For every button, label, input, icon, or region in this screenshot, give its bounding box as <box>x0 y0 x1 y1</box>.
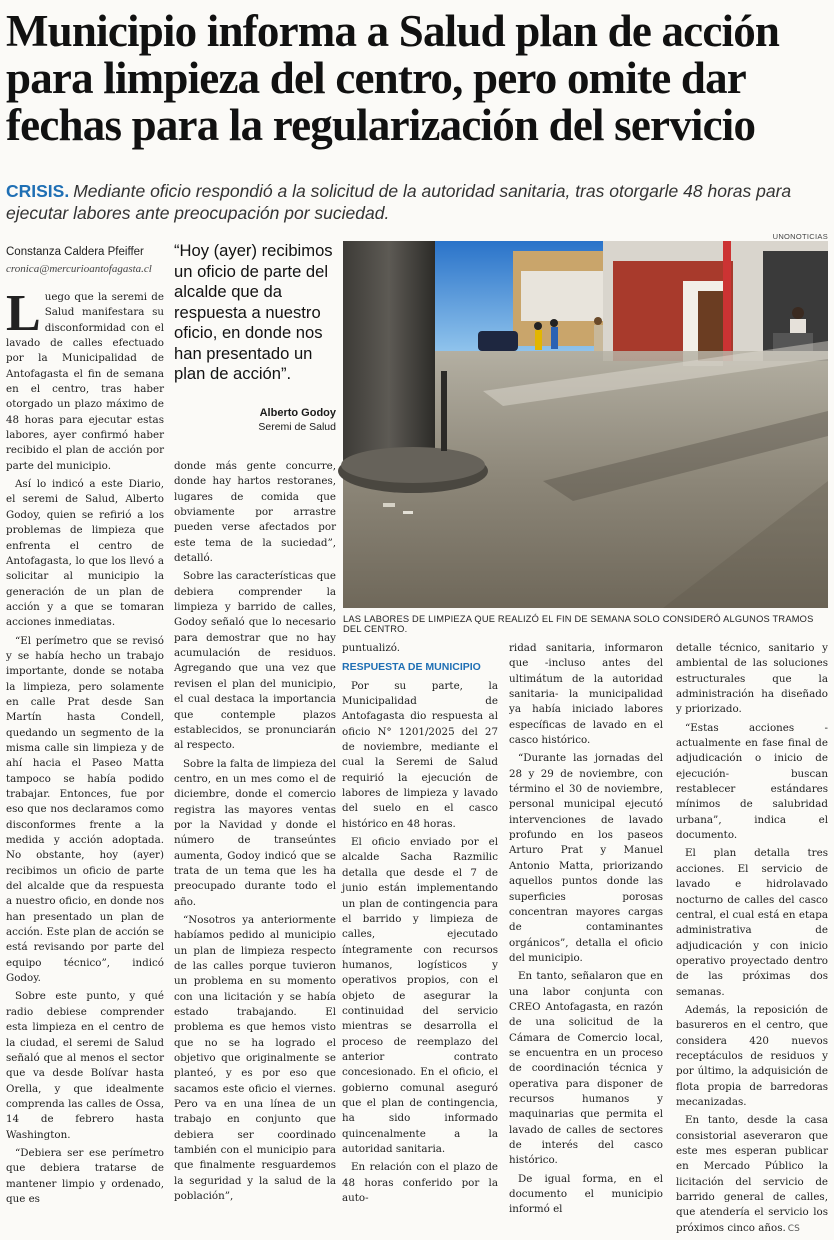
paragraph: “El perímetro que se revisó y se había hecho un trabajo importante, donde se notaba la limpieza, pero solamente en calle Prat desde San Martín hasta Condell, quedando un segmento de la misma calle sin limpieza y de ahí hacia el Paseo Matta tampoco se había podido trabajar. Entonces, fue por eso que nos declaramos como disconformes frente a la medida y acción adoptada. No obstante, hoy (ayer) recibimos un oficio de parte del alcalde que da respuesta a nuestro oficio, en donde nos han presentado un plan de acción. Este plan de acción se está revisando por parte del equipo técnico”, indicó Godoy. <box>6 634 164 985</box>
paragraph: ridad sanitaria, informaron que -incluso antes del ultimátum de la autoridad sanitaria- la municipalidad ya había iniciado labores específicas de lavado en el casco histórico. <box>509 642 663 747</box>
paragraph: donde más gente concurre, donde hay hartos restoranes, lugares de comida que obviamente por arrastre pueden verse afectados por este tema de la suciedad”, detalló. <box>174 460 336 565</box>
article-column-1 <box>6 285 164 1210</box>
paragraph: Por su parte, la Municipalidad de Antofagasta dio respuesta al oficio N° 1201/2025 del 27 de noviembre, mediante el cual la Seremi de Salud requirió la ejecución de labores de limpieza y lavado del suelo en el casco histórico en 48 horas. <box>342 679 498 830</box>
paragraph: En tanto, señalaron que en una labor conjunta con CREO Antofagasta, en razón de una solicitud de la Cámara de Comercio local, se encuentra en un proceso de coordinación técnica y operativa para disponer de recursos humanos y maquinarias que permita el lavado de calles de sectores de interés del casco histórico. <box>509 970 663 1167</box>
byline-email: cronica@mercurioantofagasta.cl <box>6 263 152 275</box>
pull-quote-role: Seremi de Salud <box>258 420 336 433</box>
paragraph: puntualizó. <box>342 642 401 654</box>
lead-paragraph: Luego que la seremi de Salud manifestara su disconformidad con el lavado de calles efectuado por la Municipalidad de Antofagasta el fin de semana en el centro, tras haber otorgado un plazo máximo de 48 horas para ejecutar estas labores, ayer confirmó haber recibido el plan de acción por parte del municipio. <box>6 285 164 472</box>
pull-quote-author: Alberto Godoy <box>259 406 336 419</box>
pull-quote-text: “Hoy (ayer) recibimos un oficio de parte del alcalde que da respuesta a nuestro oficio, en donde nos han presentado un plan de acción”. <box>174 241 333 383</box>
subheadline-text: Mediante oficio respondió a la solicitud de la autoridad sanitaria, tras otorgarle 48 horas para ejecutar labores ante preocupación por suciedad. <box>6 181 792 223</box>
street-photo <box>343 241 828 608</box>
paragraph: De igual forma, en el documento el municipio informó el <box>509 1172 663 1216</box>
end-mark-icon: CS <box>787 1223 800 1234</box>
section-subhead: RESPUESTA DE MUNICIPIO <box>342 661 481 674</box>
drop-cap: L <box>6 285 41 342</box>
article-column-3 <box>342 641 498 1209</box>
photo-credit: UNONOTICIAS <box>772 232 828 241</box>
paragraph: “Estas acciones -actualmente en fase final de adjudicación o inicio de ejecución- buscan restablecer estándares mínimos de salubridad urbana”, indica el documento. <box>676 721 828 842</box>
subheadline <box>6 180 828 224</box>
pull-quote <box>174 241 336 433</box>
paragraph: Así lo indicó a este Diario, el seremi de Salud, Alberto Godoy, quien se refirió a los problemas de limpieza que enfrenta el centro de Antofagasta, lo que los llevó a solicitar al municipio la generación de un plan de acción y a que se tomaran acciones inmediatas. <box>6 478 164 629</box>
paragraph: En relación con el plazo de 48 horas conferido por la auto- <box>342 1161 498 1205</box>
paragraph: Sobre la falta de limpieza del centro, en un mes como el de diciembre, donde el comercio registra las mayores ventas por la Navidad y donde el número de transeúntes aumenta, Godoy indicó que se trata de un tema que les ha preocupado durante todo el año. <box>174 757 336 908</box>
article-column-2 <box>174 459 336 1208</box>
paragraph: Sobre este punto, y qué radio debiese comprender esta limpieza en el centro de la ciudad, el seremi de Salud señaló que al menos el sector que va desde Bolívar hasta Orella, y que idealmente comprenda las calles de Ossa, 14 de febrero hasta Washington. <box>6 990 164 1141</box>
article-column-5 <box>676 641 828 1240</box>
paragraph: El oficio enviado por el alcalde Sacha Razmilic detalla que desde el 7 de junio están implementando un plan de contingencia para el barrido y limpieza de calles, ejecutado íntegramente con recursos humanos, logísticos y operativos propios, con el objeto de asegurar la continuidad del servicio mientras se desarrolla el proceso de reemplazo del anterior contrato concesionado. En el oficio, el gobierno comunal aseguró que el plan de contingencia, ha sido informado quincenalmente a la autoridad sanitaria. <box>342 836 498 1155</box>
paragraph: El plan detalla tres acciones. El servicio de lavado e hidrolavado nocturno de calles del casco central, el cual está en etapa administrativa de adjudicación y con inicio operativo proyectado dentro de las próximas dos semanas. <box>676 847 828 998</box>
byline-author: Constanza Caldera Pfeiffer <box>6 246 144 258</box>
headline: Municipio informa a Salud plan de acción para limpieza del centro, pero omite dar fechas para la regularización del servicio <box>6 6 780 150</box>
paragraph: Además, la reposición de basureros en el centro, que considera 420 nuevos receptáculos de residuos y por último, la adquisición de flota propia de barredoras mecanizadas. <box>676 1003 828 1108</box>
paragraph: “Nosotros ya anteriormente habíamos pedido al municipio un plan de limpieza respecto de las calles porque tuvieron un problema en su momento con una licitación y se había estado trabajando. El problema es que hemos visto que no se ha logrado el objetivo que originalmente se planteó, y es por eso que sacamos este oficio el viernes. Pero va en una línea de un trabajo en conjunto que debiera ser coordinado también con el municipio para que finalmente resguardemos la seguridad y la salud de la población”, <box>174 913 336 1203</box>
paragraph: En tanto, desde la casa consistorial aseveraron que este mes esperan publicar en Mercado Público la licitación del servicio de barrido general de calles, que atendería el servicio los próximos cinco años. CS <box>676 1114 828 1234</box>
article-column-4 <box>509 641 663 1221</box>
paragraph: detalle técnico, sanitario y ambiental de las soluciones estructurales que la administración ha diseñado y priorizado. <box>676 642 828 716</box>
paragraph: “Debiera ser ese perímetro que debiera tratarse de mantener limpio y ordenado, que es <box>6 1146 164 1205</box>
paragraph: “Durante las jornadas del 28 y 29 de noviembre, con término el 30 de noviembre, personal municipal ejecutó intervenciones de lavado profundo en los paseos Arturo Prat y Manuel Antonio Matta, priorizando aquellos puntos donde las superficies porosas concentran mayores cargas de contaminantes orgánicos”, detalla el oficio del municipio. <box>509 752 663 964</box>
photo-caption: LAS LABORES DE LIMPIEZA QUE REALIZÓ EL FIN DE SEMANA SOLO CONSIDERÓ ALGUNOS TRAMOS DEL CENTRO. <box>343 614 814 634</box>
paragraph: Sobre las características que debiera comprender la limpieza y barrido de calles, Godoy señaló que lo necesario para demostrar que no hay acumulación de residuos. Agregando que una vez que revisen el plan del municipio, el cual destaca la importancia que contemple plazos establecidos, se pronunciarán al respecto. <box>174 570 336 752</box>
section-tag: CRISIS. <box>6 181 70 201</box>
